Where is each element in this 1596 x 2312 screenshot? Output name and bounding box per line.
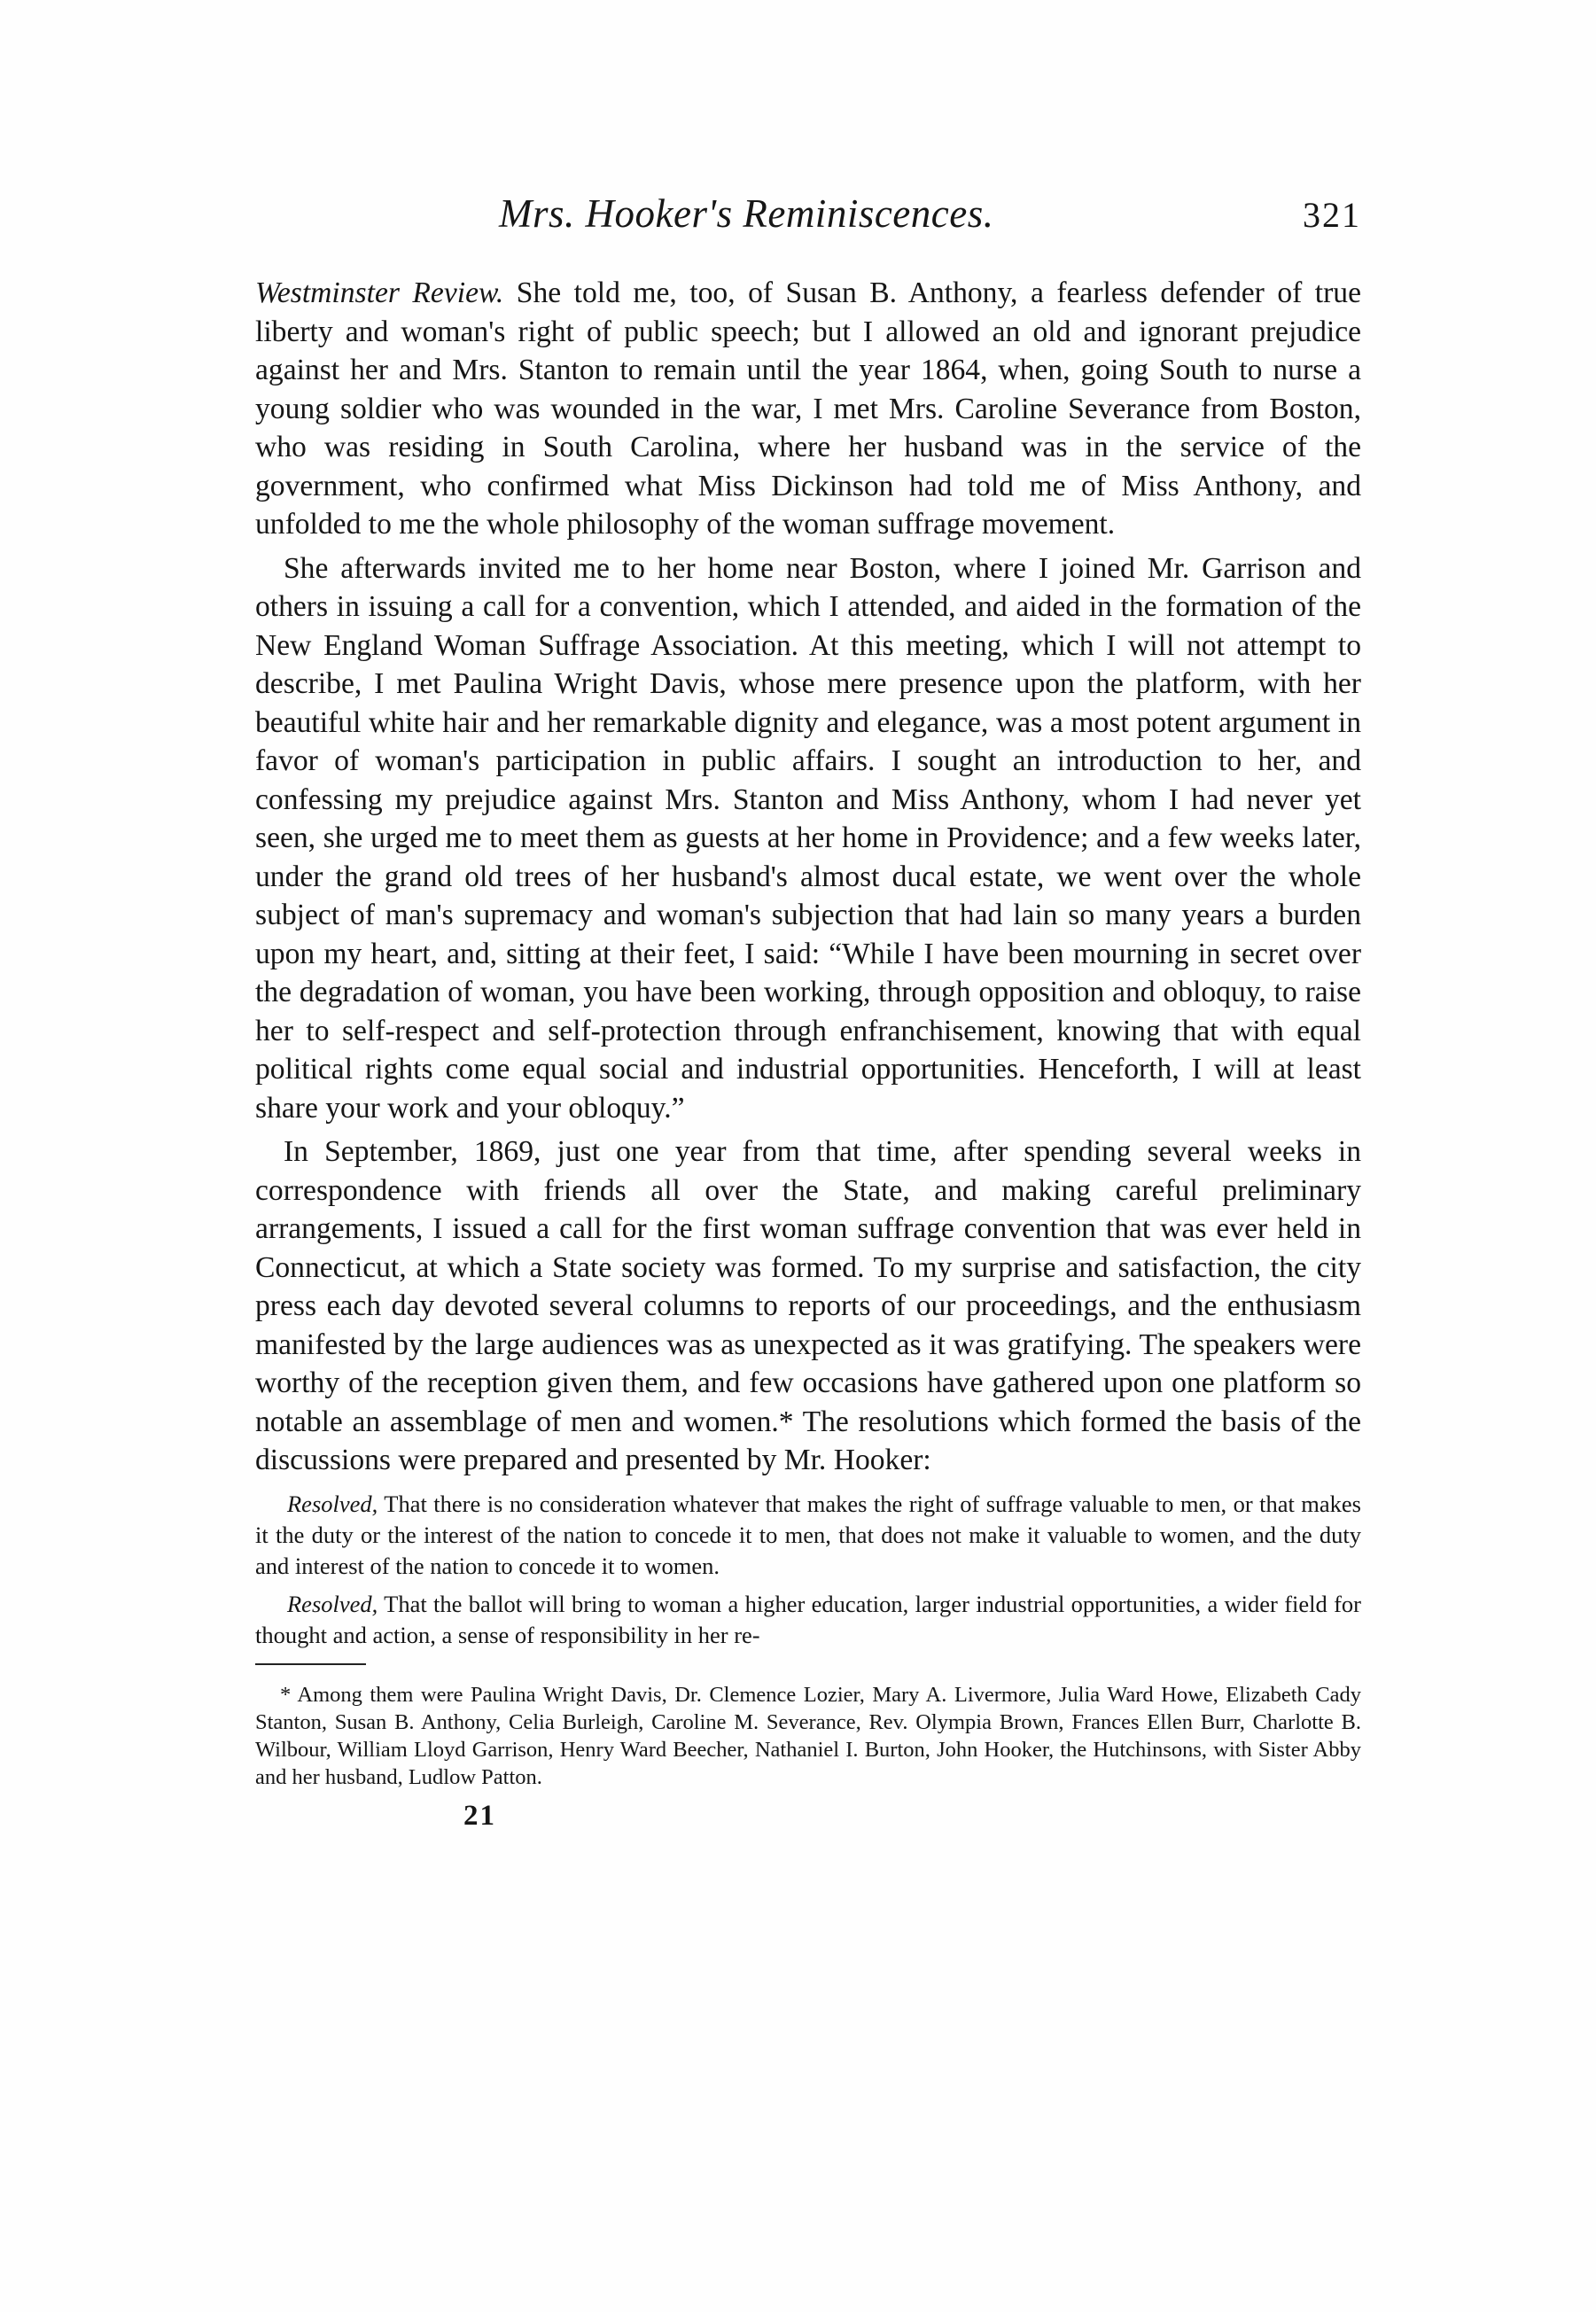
resolution-1-text: That there is no consideration whatever that makes the right of suffrage valuable to men, or that makes it the duty or the interest of the nation to concede it to men, that does not make it valuable to women, and the duty and interest of the nation to concede it to women. xyxy=(255,1490,1361,1579)
signature-mark: 21 xyxy=(463,1799,496,1832)
footnote xyxy=(255,1681,1361,1791)
resolution-1 xyxy=(255,1489,1361,1582)
paragraph-1-text: She told me, too, of Susan B. Anthony, a fearless defender of true liberty and woman's right of public speech; but I allowed an old and ignorant prejudice against her and Mrs. Stanton to remain until the year 1864, when, going South to nurse a young soldier who was wounded in the war, I met Mrs. Caroline Severance from Boston, who was residing in South Carolina, where her husband was in the service of the government, who confirmed what Miss Dickinson had told me of Miss Anthony, and unfolded to me the whole philosophy of the woman suffrage movement. xyxy=(255,276,1361,541)
footnote-text: * Among them were Paulina Wright Davis, Dr. Clemence Lozier, Mary A. Livermore, Julia Ward Howe, Elizabeth Cady Stanton, Susan B. Anthony, Celia Burleigh, Caroline M. Severance, Rev. Olympia Brown, Frances Ellen Burr, Charlotte B. Wilbour, William Lloyd Garrison, Henry Ward Beecher, Nathaniel I. Burton, John Hooker, the Hutchinsons, with Sister Abby and her husband, Ludlow Patton. xyxy=(255,1682,1361,1789)
footnote-divider xyxy=(255,1663,366,1665)
paragraph-3: In September, 1869, just one year from that time, after spending several weeks in correspondence with friends all over the State, and making careful preliminary arrangements, I issued a call for the first woman suffrage convention that was ever held in Connecticut, at which a State society was formed. To my surprise and satisfaction, the city press each day devoted several columns to reports of our proceedings, and the enthusiasm manifested by the large audiences was as unexpected as it was gratifying. The speakers were worthy of the reception given them, and few occasions have gathered upon one platform so notable an assemblage of men and women.* The resolutions which formed the basis of the discussions were prepared and presented by Mr. Hooker: xyxy=(255,1135,1361,1476)
resolutions xyxy=(255,1489,1361,1651)
resolution-2-text: That the ballot will bring to woman a higher education, larger industrial opportunities, a wider field for thought and action, a sense of responsibility in her re- xyxy=(255,1590,1361,1648)
body-text xyxy=(255,274,1361,1480)
paragraph-1 xyxy=(255,274,1361,544)
running-title: Mrs. Hooker's Reminiscences. xyxy=(499,191,994,236)
resolution-2 xyxy=(255,1589,1361,1651)
page-number: 321 xyxy=(1303,195,1361,235)
paragraph-1-lead: Westminster Review. xyxy=(255,276,504,309)
book-page xyxy=(255,191,1361,1833)
resolution-2-lead: Resolved, xyxy=(287,1590,378,1617)
paragraph-2: She afterwards invited me to her home near Boston, where I joined Mr. Garrison and others in issuing a call for a convention, which I attended, and aided in the formation of the New England Woman Suffrage Association. At this meeting, which I will not attempt to describe, I met Paulina Wright Davis, whose mere presence upon the platform, with her beautiful white hair and her remarkable dignity and elegance, was a most potent argument in favor of woman's participation in public affairs. I sought an introduction to her, and confessing my prejudice against Mrs. Stanton and Miss Anthony, whom I had never yet seen, she urged me to meet them as guests at her home in Providence; and a few weeks later, under the grand old trees of her husband's almost ducal estate, we went over the whole subject of man's supremacy and woman's subjection that had lain so many years a burden upon my heart, and, sitting at their feet, I said: “While I have been mourning in secret over the degradation of woman, you have been working, through opposition and obloquy, to raise her to self-respect and self-protection through enfranchisement, knowing that with equal political rights come equal social and industrial opportunities. Henceforth, I will at least share your work and your obloquy.” xyxy=(255,551,1361,1125)
resolution-1-lead: Resolved, xyxy=(287,1490,378,1517)
running-head xyxy=(255,191,1361,247)
